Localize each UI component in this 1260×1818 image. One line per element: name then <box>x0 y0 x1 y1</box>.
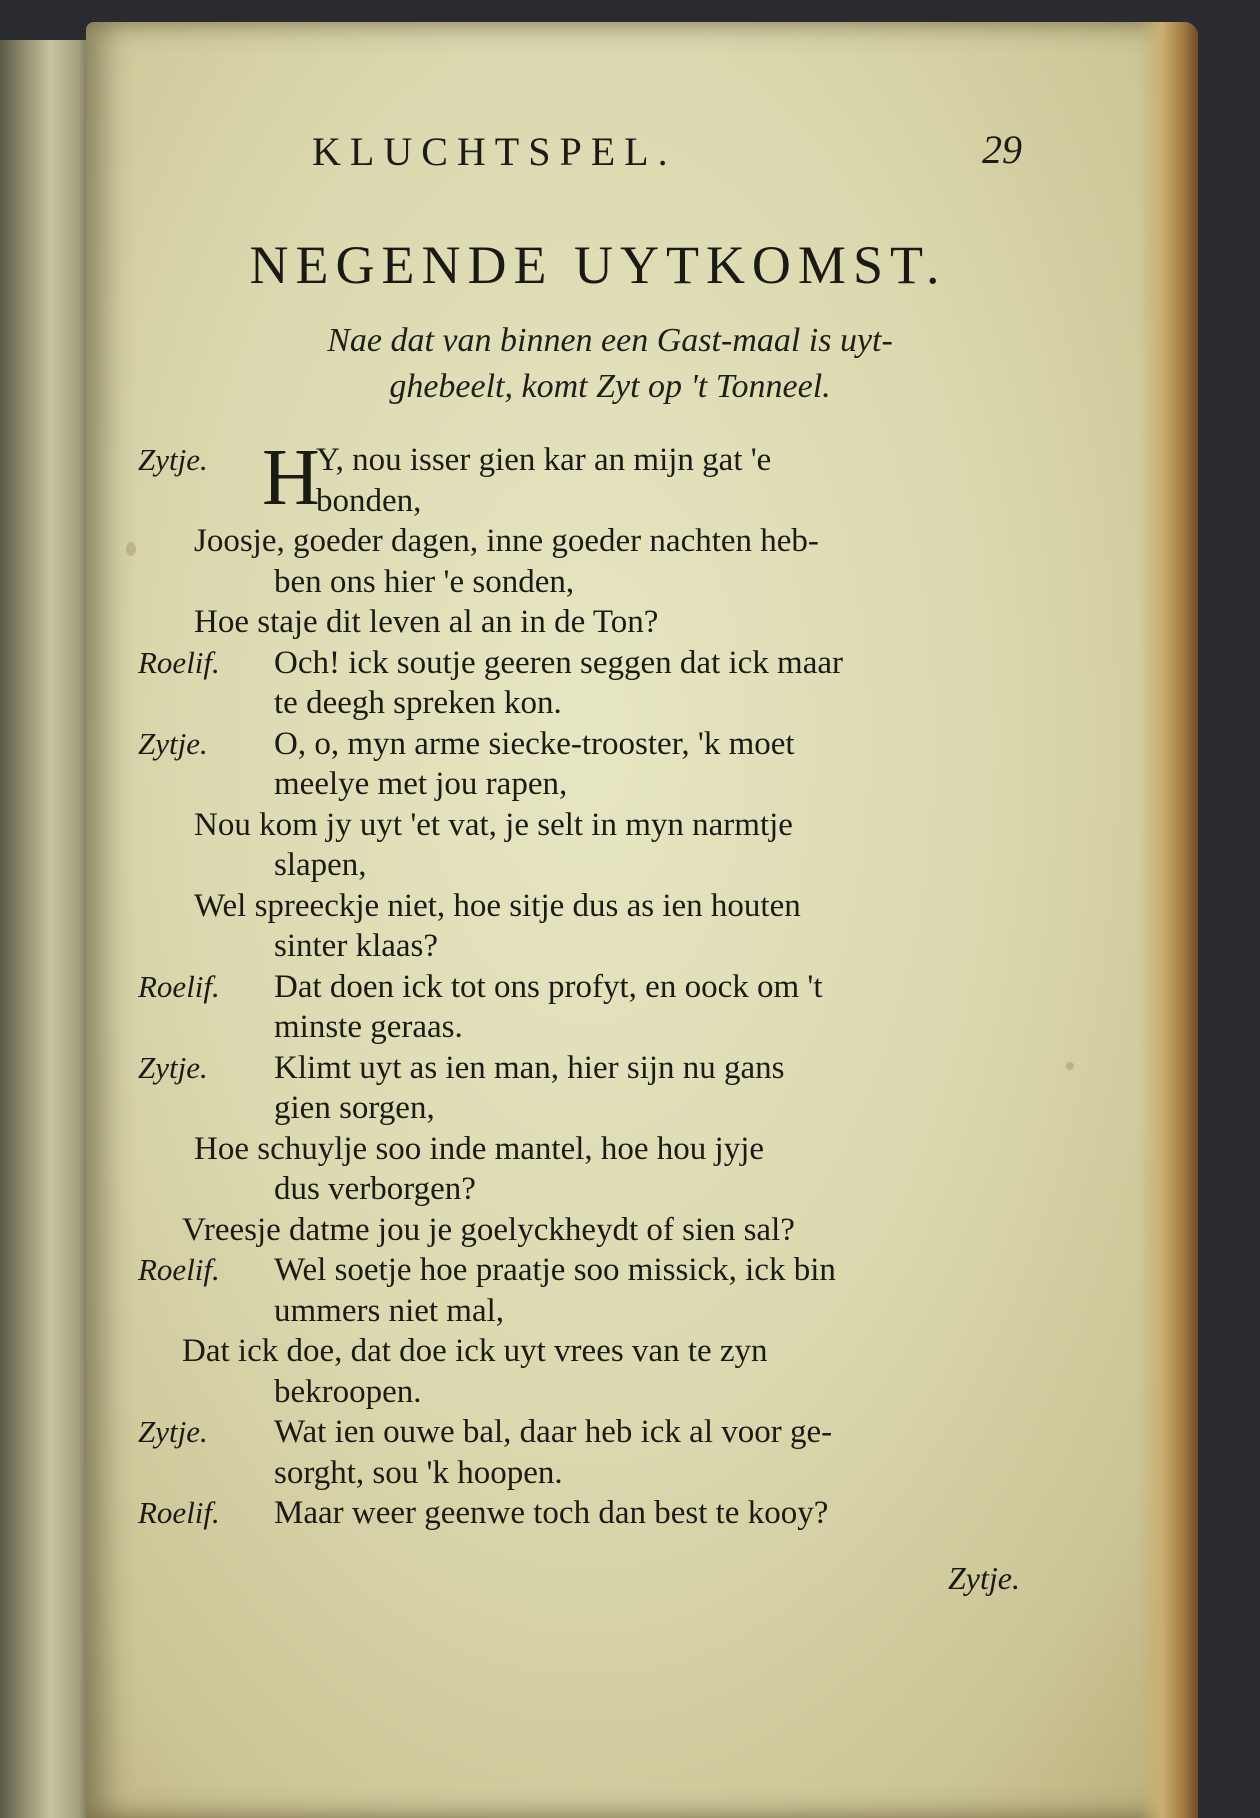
speaker-name: Zytje. <box>138 725 208 761</box>
dialogue-line <box>138 521 1058 562</box>
page-edge-shadow <box>1138 22 1198 1818</box>
line-text: Joosje, goeder dagen, inne goeder nachten heb- <box>194 523 819 559</box>
line-text: Dat ick doe, dat doe ick uyt vrees van te zyn <box>182 1333 768 1369</box>
line-text: Wat ien ouwe bal, daar heb ick al voor ge- <box>274 1414 833 1450</box>
line-text: sinter klaas? <box>274 928 439 964</box>
dialogue-block <box>138 434 1058 1534</box>
line-text: gien sorgen, <box>274 1090 435 1126</box>
dialogue-line <box>138 1412 1058 1453</box>
dialogue-line <box>138 1453 1058 1494</box>
left-page-edge <box>0 40 92 1818</box>
speaker-name: Roelif. <box>138 644 220 680</box>
stage-direction <box>200 318 1020 410</box>
stage-direction-line-1: Nae dat van binnen een Gast-maal is uyt- <box>327 322 893 359</box>
line-text: Klimt uyt as ien man, hier sijn nu gans <box>274 1049 785 1086</box>
dialogue-line <box>138 724 1058 765</box>
dialogue-line <box>138 926 1058 967</box>
dialogue-line <box>138 886 1058 927</box>
line-text: meelye met jou rapen, <box>274 766 568 802</box>
line-text: Hoe staje dit leven al an in de Ton? <box>194 604 659 640</box>
dialogue-line <box>138 967 1058 1008</box>
dialogue-line <box>138 1493 1058 1534</box>
line-text: bonden, <box>316 482 422 519</box>
speaker-name: Zytje. <box>138 1414 208 1449</box>
page-number: 29 <box>982 127 1022 172</box>
paper-spot <box>126 542 136 556</box>
speaker-name: Roelif. <box>138 1495 220 1530</box>
line-text: Wel spreeckje niet, hoe sitje dus as ien houten <box>194 887 801 924</box>
speaker-name: Zytje. <box>138 442 208 477</box>
line-text: ben ons hier 'e sonden, <box>274 563 575 600</box>
dialogue-line <box>138 764 1058 805</box>
dialogue-line <box>138 1048 1058 1089</box>
speaker-name: Zytje. <box>138 1049 208 1085</box>
dialogue-line <box>138 1291 1058 1332</box>
dialogue-line <box>138 1007 1058 1048</box>
catchword: Zytje. <box>948 1560 1020 1596</box>
line-text: Hoe schuylje soo inde mantel, hoe hou jyje <box>194 1130 765 1167</box>
dialogue-line <box>138 1372 1058 1413</box>
line-text: bekroopen. <box>274 1373 422 1410</box>
dialogue-line <box>138 481 1058 522</box>
dialogue-line <box>138 602 1058 643</box>
line-text: Nou kom jy uyt 'et vat, je selt in myn narmtje <box>194 806 793 843</box>
speaker-name: Roelif. <box>138 1252 220 1287</box>
scene-heading: NEGENDE UYTKOMST. <box>249 235 947 295</box>
dialogue-line <box>138 1129 1058 1170</box>
paper-spot <box>1066 1062 1074 1070</box>
dialogue-line <box>138 1169 1058 1210</box>
line-text: Och! ick soutje geeren seggen dat ick maar <box>274 644 844 681</box>
dialogue-line <box>138 643 1058 684</box>
stage-direction-line-2: ghebeelt, komt Zyt op 't Tonneel. <box>389 368 831 405</box>
running-head <box>222 128 1042 188</box>
dialogue-line <box>138 683 1058 724</box>
line-text: Vreesje datme jou je goelyckheydt of sien sal? <box>182 1211 795 1248</box>
dialogue-line <box>138 1250 1058 1291</box>
line-text: Y, nou isser gien kar an mijn gat 'e <box>316 442 772 478</box>
dialogue-line <box>138 1331 1058 1372</box>
line-text: Maar weer geenwe toch dan best te kooy? <box>274 1495 829 1531</box>
dialogue-line <box>138 1210 1058 1251</box>
line-text: Dat doen ick tot ons profyt, en oock om 't <box>274 968 823 1005</box>
line-text: O, o, myn arme siecke-trooster, 'k moet <box>274 725 795 762</box>
line-text: minste geraas. <box>274 1009 463 1045</box>
dialogue-line <box>138 845 1058 886</box>
line-text: slapen, <box>274 847 367 883</box>
line-text: te deegh spreken kon. <box>274 685 562 721</box>
dialogue-line <box>138 805 1058 846</box>
line-text: sorght, sou 'k hoopen. <box>274 1454 563 1491</box>
line-text: Wel soetje hoe praatje soo missick, ick bin <box>274 1252 836 1288</box>
dialogue-line <box>138 562 1058 603</box>
speaker-name: Roelif. <box>138 968 220 1004</box>
drop-cap: H <box>262 434 320 522</box>
running-title: KLUCHTSPEL. <box>312 129 677 174</box>
dialogue-line <box>138 1088 1058 1129</box>
line-text: ummers niet mal, <box>274 1292 505 1329</box>
line-text: dus verborgen? <box>274 1171 476 1207</box>
